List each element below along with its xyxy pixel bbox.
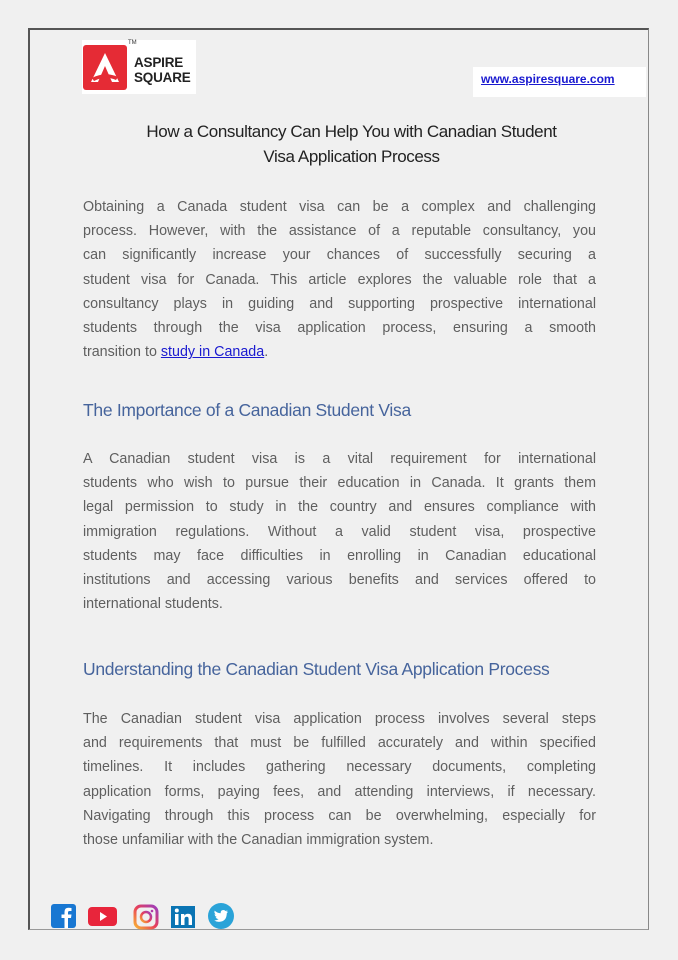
linkedin-icon[interactable] [171, 904, 197, 928]
study-in-canada-link[interactable]: study in Canada [160, 344, 265, 361]
text-line: consultancy plays in guiding and supporting prospective international [83, 295, 596, 312]
text-line: students through the visa application process, ensuring a smooth [83, 320, 596, 337]
text-line: process. However, with the assistance of a reputable consultancy, you [83, 223, 596, 240]
text-line: students who wish to pursue their education in Canada. It grants them [83, 475, 596, 492]
section1-paragraph [83, 447, 596, 616]
twitter-icon[interactable] [207, 902, 235, 930]
logo-a-icon [83, 45, 127, 90]
youtube-icon[interactable] [88, 904, 114, 928]
text: transition to [83, 344, 161, 361]
website-box [473, 67, 646, 97]
title-line: How a Consultancy Can Help You with Canadian Student [146, 122, 557, 141]
aspire-square-logo[interactable] [82, 40, 196, 94]
logo-line2: SQUARE [134, 70, 191, 85]
website-link[interactable]: www.aspiresquare.com [481, 72, 615, 86]
text-line: student visa for Canada. This article explores the valuable role that a [83, 271, 596, 288]
text-line: The Canadian student visa application process involves several steps [83, 711, 596, 727]
text-line: legal permission to study in the country and ensures compliance with [83, 499, 596, 516]
text: . [264, 344, 269, 361]
text-line: and requirements that must be fulfilled accurately and within specified [83, 735, 596, 752]
text-line: students may face difficulties in enrolling in Canadian educational [83, 547, 596, 564]
logo-line1: ASPIRE [134, 55, 184, 70]
section-heading: The Importance of a Canadian Student Visa [83, 400, 411, 420]
text-line: those unfamiliar with the Canadian immigration system. [83, 832, 434, 849]
page-title [60, 119, 643, 169]
text-line: immigration regulations. Without a valid student visa, prospective [83, 523, 596, 540]
text-line: can significantly increase your chances of successfully securing a [83, 247, 596, 264]
text-line: international students. [83, 596, 223, 613]
section-heading: Understanding the Canadian Student Visa Application Process [83, 659, 550, 679]
text-line: application forms, paying fees, and attending interviews, if necessary. [83, 783, 596, 800]
logo-text [134, 55, 191, 85]
text-line: Navigating through this process can be overwhelming, especially for [83, 807, 596, 824]
text-line: Obtaining a Canada student visa can be a complex and challenging [83, 199, 596, 215]
text-line [83, 340, 596, 364]
facebook-icon[interactable] [51, 904, 77, 928]
title-line: Visa Application Process [263, 147, 440, 166]
section2-paragraph [83, 707, 596, 852]
trademark: TM [128, 40, 137, 46]
text-line: institutions and accessing various benefits and services offered to [83, 572, 596, 589]
text-line: A Canadian student visa is a vital requirement for international [83, 451, 596, 467]
text-line: timelines. It includes gathering necessary documents, completing [83, 759, 596, 776]
instagram-icon[interactable] [133, 904, 159, 928]
intro-paragraph [83, 195, 596, 364]
